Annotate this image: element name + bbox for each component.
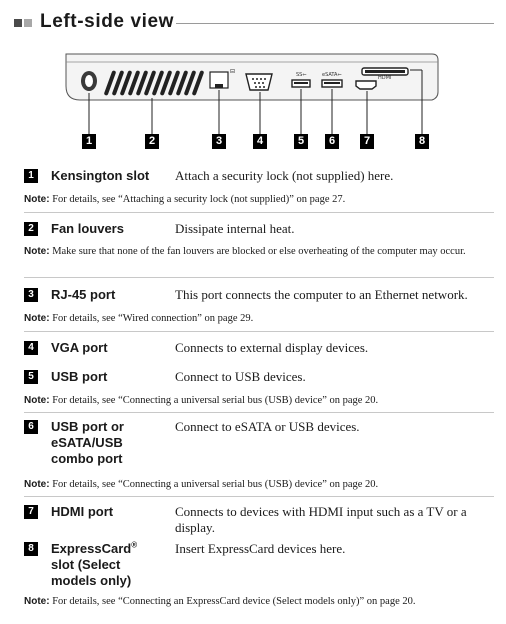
- note-text: For details, see “Attaching a security lock (not supplied)” on page 27.: [49, 194, 346, 205]
- note-label: Note:: [24, 246, 50, 257]
- item-note: [24, 312, 484, 326]
- note-label: Note:: [24, 395, 50, 406]
- header-rule: [176, 23, 494, 24]
- note-text: Make sure that none of the fan louvers are blocked or else overheating of the computer may occur.: [49, 246, 466, 257]
- item-number-badge: 4: [24, 341, 38, 355]
- callout-3: 3: [212, 134, 226, 149]
- item-number-badge: 5: [24, 370, 38, 384]
- item-description: Connect to USB devices.: [175, 369, 306, 384]
- item-description: Attach a security lock (not supplied) here.: [175, 168, 394, 183]
- item-description: Dissipate internal heat.: [175, 221, 295, 236]
- callout-2: 2: [145, 134, 159, 149]
- note-label: Note:: [24, 313, 50, 324]
- item-note: [24, 245, 484, 259]
- item-name: Fan louvers: [51, 221, 124, 236]
- item-note: [24, 394, 484, 408]
- page-title: Left-side view: [40, 11, 175, 32]
- callout-8: 8: [415, 134, 429, 149]
- item-description: Insert ExpressCard devices here.: [175, 541, 346, 556]
- divider: [24, 412, 494, 413]
- divider: [24, 496, 494, 497]
- item-number-badge: 2: [24, 222, 38, 236]
- item-name: [51, 541, 151, 589]
- port-label-usb: SS⇐: [296, 72, 307, 78]
- divider: [24, 331, 494, 332]
- item-name: USB port: [51, 369, 108, 384]
- note-text: For details, see “Connecting an ExpressCard device (Select models only)” on page 20.: [49, 596, 416, 607]
- divider: [24, 277, 494, 278]
- callout-6: 6: [325, 134, 339, 149]
- note-label: Note:: [24, 194, 50, 205]
- laptop-left-side-illustration: [60, 48, 445, 152]
- callout-5: 5: [294, 134, 308, 149]
- hdmi-port-shape: [356, 81, 376, 89]
- port-label-hdmi: HDMI: [378, 75, 392, 81]
- item-number-badge: 8: [24, 542, 38, 556]
- item-name-main: ExpressCard: [51, 541, 132, 556]
- callout-4: 4: [253, 134, 267, 149]
- registered-mark: ®: [131, 540, 138, 550]
- item-description: Connects to external display devices.: [175, 340, 369, 355]
- item-number-badge: 6: [24, 420, 38, 434]
- item-name: Kensington slot: [51, 168, 150, 183]
- item-number-badge: 3: [24, 288, 38, 302]
- note-text: For details, see “Connecting a universal serial bus (USB) device” on page 20.: [49, 395, 379, 406]
- item-description: Connects to devices with HDMI input such as a TV or a display.: [175, 504, 467, 535]
- note-text: For details, see “Wired connection” on page 29.: [49, 313, 254, 324]
- item-name: RJ-45 port: [51, 287, 116, 302]
- item-number-badge: 7: [24, 505, 38, 519]
- item-name: USB port or eSATA/USB combo port: [51, 419, 124, 466]
- item-name-rest: slot (Select models only): [51, 557, 132, 588]
- header-dark-square: [14, 19, 22, 27]
- note-text: For details, see “Connecting a universal serial bus (USB) device” on page 20.: [49, 479, 379, 490]
- item-note: [24, 478, 484, 492]
- item-note: [24, 595, 484, 609]
- callout-7: 7: [360, 134, 374, 149]
- note-label: Note:: [24, 596, 50, 607]
- callout-1: 1: [82, 134, 96, 149]
- item-number-badge: 1: [24, 169, 38, 183]
- divider: [24, 212, 494, 213]
- item-description: This port connects the computer to an Ethernet network.: [175, 287, 468, 302]
- item-name: VGA port: [51, 340, 108, 355]
- header-light-square: [24, 19, 32, 27]
- note-label: Note:: [24, 479, 50, 490]
- item-note: [24, 193, 484, 207]
- item-name: HDMI port: [51, 504, 114, 519]
- port-label-esata: eSATA⇐: [322, 72, 342, 78]
- item-description: Connect to eSATA or USB devices.: [175, 419, 360, 434]
- section-header: [14, 11, 494, 37]
- port-label-rj45-icon: ⊟: [230, 68, 236, 75]
